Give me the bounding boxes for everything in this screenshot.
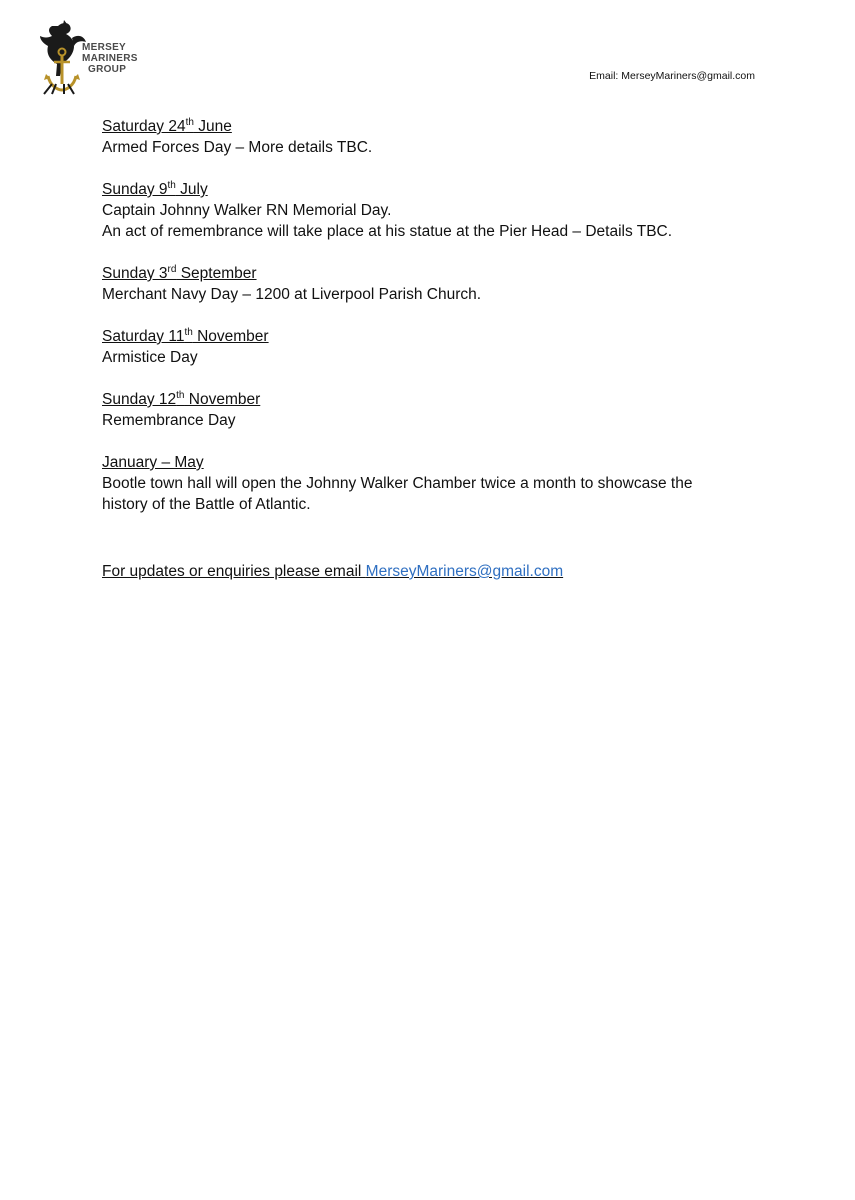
event-item	[102, 326, 762, 368]
event-item	[102, 452, 762, 515]
event-description: Remembrance Day	[102, 412, 236, 429]
event-description: Armed Forces Day – More details TBC.	[102, 139, 373, 156]
event-date: January – May	[102, 454, 204, 471]
header-email: Email: MerseyMariners@gmail.com	[589, 70, 755, 82]
event-description: Captain Johnny Walker RN Memorial Day.	[102, 202, 392, 219]
event-description: Bootle town hall will open the Johnny Walker Chamber twice a month to showcase the	[102, 475, 693, 492]
event-item	[102, 179, 762, 242]
event-date: Saturday 24th June	[102, 117, 232, 135]
event-description: Armistice Day	[102, 349, 198, 366]
logo-line: MARINERS	[82, 53, 138, 64]
event-description: Merchant Navy Day – 1200 at Liverpool Parish Church.	[102, 286, 482, 303]
contact-text: For updates or enquiries please email	[102, 563, 366, 580]
logo-line: MERSEY	[82, 42, 127, 53]
event-date: Sunday 9th July	[102, 180, 208, 198]
event-item	[102, 116, 762, 158]
event-description: history of the Battle of Atlantic.	[102, 496, 311, 513]
event-description: An act of remembrance will take place at his statue at the Pier Head – Details TBC.	[102, 223, 673, 240]
logo-line: GROUP	[88, 64, 127, 75]
event-date: Sunday 3rd September	[102, 264, 257, 282]
contact-line	[102, 561, 563, 582]
event-date: Saturday 11th November	[102, 327, 269, 345]
mersey-mariners-logo	[34, 18, 144, 96]
event-item	[102, 263, 762, 305]
event-item	[102, 389, 762, 431]
event-date: Sunday 12th November	[102, 390, 261, 408]
events-list	[102, 116, 762, 536]
logo-wordmark	[82, 42, 138, 75]
email-link[interactable]: MerseyMariners@gmail.com	[365, 563, 564, 580]
